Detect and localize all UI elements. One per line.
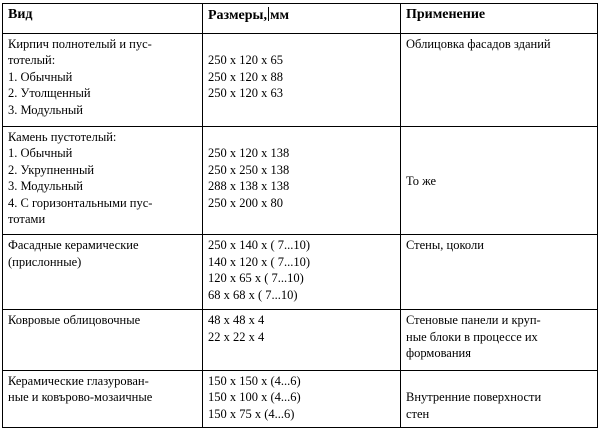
header-sizes (203, 4, 401, 34)
cell-sizes (203, 370, 401, 427)
header-use: Применение (401, 4, 598, 34)
text-line: 150 x 75 x (4...6) (208, 406, 295, 421)
text-line: Стеновые панели и круп- (406, 313, 541, 328)
cell-sizes (203, 33, 401, 126)
cell-use (401, 370, 598, 427)
text-line: 150 x 150 x (4...6) (208, 373, 301, 388)
cell-sizes (203, 126, 401, 235)
header-sizes-unit: мм (269, 8, 290, 23)
text-line: формования (406, 346, 471, 361)
text-line: Керамические глазурован- (8, 373, 149, 388)
text-line: тотелый: (8, 53, 56, 68)
header-type: Вид (3, 4, 203, 34)
text-line: 1. Обычный (8, 69, 73, 84)
cell-type (3, 126, 203, 235)
text-cursor (268, 7, 269, 21)
cell-use (401, 235, 598, 310)
text-line: 250 x 120 x 63 (208, 86, 283, 101)
text-line: 48 x 48 x 4 (208, 313, 265, 328)
cell-type (3, 310, 203, 370)
text-line: 250 x 120 x 65 (208, 53, 283, 68)
text-line: Ковровые облицовочные (8, 313, 141, 328)
table-row (3, 33, 598, 126)
text-line: (прислонные) (8, 254, 82, 269)
text-line: 22 x 22 x 4 (208, 329, 265, 344)
cell-sizes (203, 310, 401, 370)
header-row (3, 4, 598, 34)
text-line: Облицовка фасадов зданий (406, 36, 551, 51)
header-sizes-label: Размеры, (208, 8, 267, 23)
text-line: 1. Обычный (8, 146, 73, 161)
text-line: 250 x 120 x 138 (208, 146, 290, 161)
text-line: ные блоки в процессе их (406, 329, 538, 344)
text-line: стен (406, 406, 430, 421)
text-line: 2. Утолщенный (8, 86, 91, 101)
text-line: 2. Укрупненный (8, 162, 95, 177)
text-line: ные и ковърово-мозаичные (8, 390, 153, 405)
materials-table (2, 3, 598, 428)
text-line: 250 x 200 x 80 (208, 195, 283, 210)
text-line: То же (406, 174, 437, 189)
text-line: Стены, цоколи (406, 238, 484, 253)
cell-type (3, 370, 203, 427)
text-line: 250 x 140 x ( 7...10) (208, 238, 311, 253)
text-line: 250 x 120 x 88 (208, 69, 283, 84)
text-line: тотами (8, 212, 46, 227)
text-line: 3. Модульный (8, 179, 83, 194)
text-line: 150 x 100 x (4...6) (208, 390, 301, 405)
text-line: 3. Модульный (8, 102, 83, 117)
text-line: Кирпич полнотелый и пус- (8, 36, 152, 51)
table-row (3, 370, 598, 427)
text-line: 120 x 65 x ( 7...10) (208, 271, 304, 286)
text-line: Внутренние поверхности (406, 390, 542, 405)
text-line: 140 x 120 x ( 7...10) (208, 254, 311, 269)
table-row (3, 235, 598, 310)
text-line: 68 x 68 x ( 7...10) (208, 287, 298, 302)
text-line: 4. С горизонтальными пус- (8, 195, 153, 210)
cell-sizes (203, 235, 401, 310)
text-line: Камень пустотелый: (8, 129, 117, 144)
cell-use (401, 33, 598, 126)
text-line: 250 x 250 x 138 (208, 162, 290, 177)
table-row (3, 310, 598, 370)
text-line: 288 x 138 x 138 (208, 179, 290, 194)
cell-type (3, 235, 203, 310)
table-row (3, 126, 598, 235)
cell-use (401, 310, 598, 370)
cell-use (401, 126, 598, 235)
text-line: Фасадные керамические (8, 238, 139, 253)
cell-type (3, 33, 203, 126)
